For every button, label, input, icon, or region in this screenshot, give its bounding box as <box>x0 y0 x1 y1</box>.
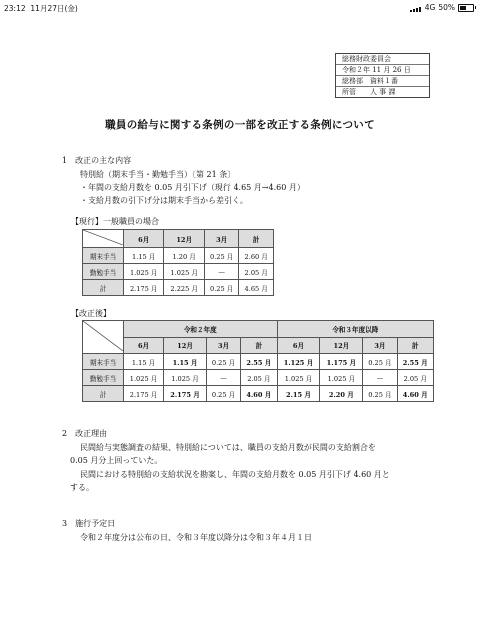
table-cell: 2.15 月 <box>277 386 320 402</box>
table-cell: 2.175 月 <box>124 386 164 402</box>
document-title: 職員の給与に関する条例の一部を改正する条例について <box>105 119 375 131</box>
table-row <box>83 370 434 386</box>
row-label: 勤勉手当 <box>83 264 124 280</box>
table-cell: 2.05 月 <box>241 370 277 386</box>
table-cell: 0.25 月 <box>204 248 239 264</box>
table-cell: 2.05 月 <box>239 264 274 280</box>
current-table-label: 【現行】一般職員の場合 <box>71 217 159 226</box>
table-cell: 2.60 月 <box>239 248 274 264</box>
table-cell: — <box>206 370 240 386</box>
section1-heading: 1 改正の主な内容 <box>62 156 132 165</box>
revised-table-label: 【改正後】 <box>71 309 111 318</box>
revised-header: 3月 <box>363 337 397 354</box>
table-cell: 1.025 月 <box>164 264 204 280</box>
table-cell: 1.175 月 <box>320 354 363 370</box>
revised-header: 計 <box>397 337 433 354</box>
revised-header: 6月 <box>124 337 164 354</box>
header-department: 所管 人 事 課 <box>342 88 396 96</box>
table-row <box>83 280 274 296</box>
section2-line4: する。 <box>70 483 94 492</box>
section1-bullet1: ・年間の支給月数を 0.05 月引下げ（現行 4.65 月→4.60 月） <box>80 183 305 192</box>
table-cell: 0.25 月 <box>206 354 240 370</box>
current-header: 6月 <box>124 230 164 248</box>
revised-header: 12月 <box>164 337 207 354</box>
status-time-date <box>4 3 78 14</box>
table-cell: 1.025 月 <box>320 370 363 386</box>
table-cell: 2.05 月 <box>397 370 433 386</box>
table-row <box>83 264 274 280</box>
network-label: 4G <box>424 3 436 12</box>
table-cell: 2.55 月 <box>397 354 433 370</box>
diagonal-line <box>83 230 123 245</box>
section2-heading: 2 改正理由 <box>62 429 108 438</box>
table-cell: 1.20 月 <box>164 248 204 264</box>
header-info-box <box>335 53 430 98</box>
status-bar <box>0 0 480 14</box>
diagonal-line <box>83 321 123 351</box>
table-cell: 1.025 月 <box>124 370 164 386</box>
revised-header: 6月 <box>277 337 320 354</box>
table-cell: 0.25 月 <box>206 386 240 402</box>
revised-corner-cell <box>83 321 124 354</box>
table-cell: — <box>363 370 397 386</box>
table-cell: 1.025 月 <box>164 370 207 386</box>
status-indicators <box>410 3 474 12</box>
table-cell: 0.25 月 <box>204 280 239 296</box>
table-row <box>83 248 274 264</box>
table-cell: 1.025 月 <box>124 264 164 280</box>
section1-bullet2: ・支給月数の引下げ分は期末手当から差引く。 <box>80 196 248 205</box>
status-date: 11月27日(金) <box>30 4 78 13</box>
table-cell: 4.60 月 <box>241 386 277 402</box>
signal-icon <box>410 3 422 12</box>
header-date: 令和２年 11 月 26 日 <box>336 65 429 76</box>
table-cell: 4.65 月 <box>239 280 274 296</box>
table-cell: 2.175 月 <box>164 386 207 402</box>
revised-header: 計 <box>241 337 277 354</box>
table-cell: 2.20 月 <box>320 386 363 402</box>
row-label: 勤勉手当 <box>83 370 124 386</box>
table-cell: 1.15 月 <box>124 248 164 264</box>
section2-line3: 民間における特別給の支給状況を勘案し、年間の支給月数を 0.05 月引下げ 4.60 月と <box>80 470 390 479</box>
table-row <box>83 354 434 370</box>
current-header: 3月 <box>204 230 239 248</box>
revised-table <box>82 320 434 402</box>
section2-line2: 0.05 月分上回っていた。 <box>70 456 163 465</box>
section1-sub: 特別給（期末手当・勤勉手当）〔第 21 条〕 <box>80 170 236 179</box>
header-document-no: 総務部 資料１番 <box>336 76 429 87</box>
section3-heading: 3 施行予定日 <box>62 519 116 528</box>
table-cell: 1.025 月 <box>277 370 320 386</box>
group-header-r3: 令和３年度以降 <box>277 321 433 338</box>
row-label: 期末手当 <box>83 248 124 264</box>
revised-header: 3月 <box>206 337 240 354</box>
table-row <box>83 386 434 402</box>
table-cell: — <box>204 264 239 280</box>
table-cell: 0.25 月 <box>363 354 397 370</box>
current-header: 12月 <box>164 230 204 248</box>
status-time: 23:12 <box>4 4 26 13</box>
current-header: 計 <box>239 230 274 248</box>
table-cell: 1.15 月 <box>164 354 207 370</box>
revised-header: 12月 <box>320 337 363 354</box>
table-cell: 1.125 月 <box>277 354 320 370</box>
table-cell: 2.225 月 <box>164 280 204 296</box>
group-header-r2: 令和２年度 <box>124 321 278 338</box>
header-committee: 総務財政委員会 <box>336 54 429 65</box>
row-label: 計 <box>83 386 124 402</box>
section3-line1: 令和２年度分は公布の日、令和３年度以降分は令和３年４月１日 <box>80 533 312 542</box>
battery-label: 50% <box>438 3 455 12</box>
row-label: 期末手当 <box>83 354 124 370</box>
table-cell: 1.15 月 <box>124 354 164 370</box>
current-corner-cell <box>83 230 124 248</box>
section2-line1: 民間給与実態調査の結果、特別給については、職員の支給月数が民間の支給割合を <box>80 443 376 452</box>
table-cell: 0.25 月 <box>363 386 397 402</box>
row-label: 計 <box>83 280 124 296</box>
table-cell: 4.60 月 <box>397 386 433 402</box>
current-table <box>82 229 274 296</box>
table-cell: 2.175 月 <box>124 280 164 296</box>
battery-icon <box>458 4 474 12</box>
table-cell: 2.55 月 <box>241 354 277 370</box>
